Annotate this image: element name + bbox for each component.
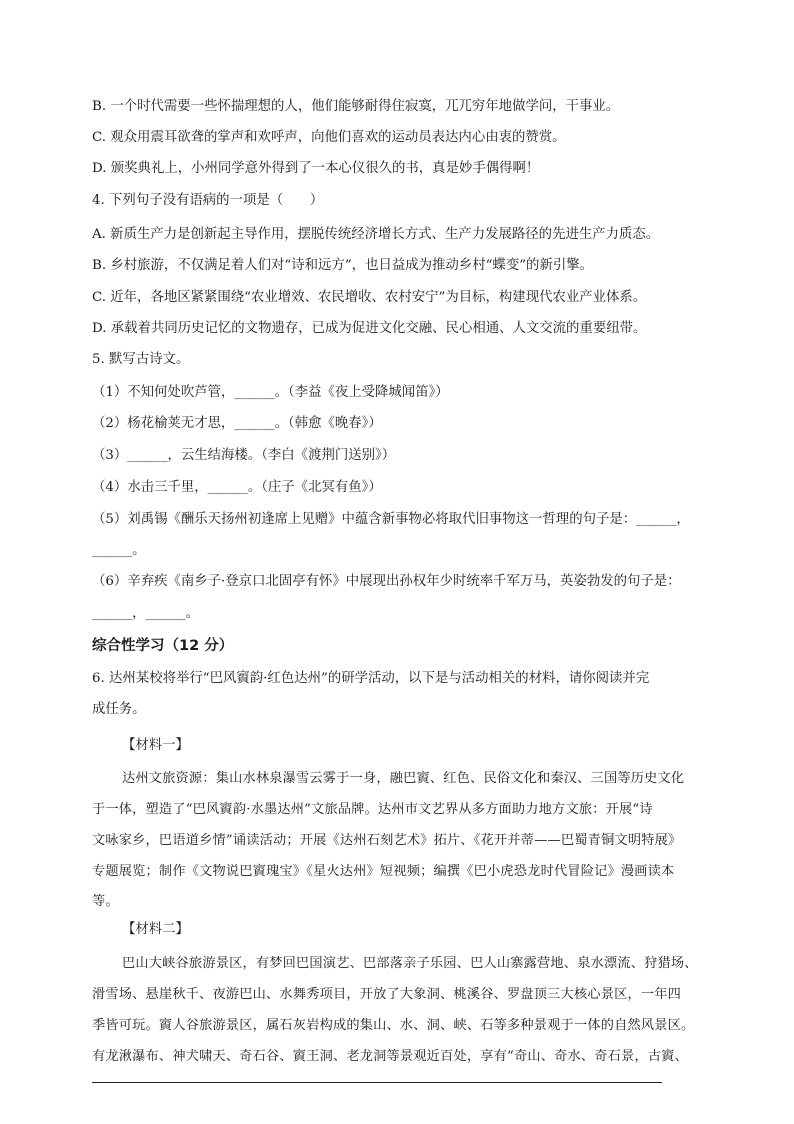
q5-item-5-line-1: （5）刘禹锡《酬乐天扬州初逢席上见赠》中蕴含新事物必将取代旧事物这一哲理的句子是：______， (92, 512, 690, 527)
q4-option-c: C. 近年，各地区紧紧围绕“农业增效、农民增收、农村安宁”为目标，构建现代农业产业体系。 (92, 290, 647, 305)
material-1-line-3: 文咏家乡，巴语道乡情”诵读活动；开展《达州石刻艺术》拓片、《花开并蒂——巴蜀青铜文明特展》 (92, 833, 682, 848)
material-2-line-4: 有龙湫瀑布、神犬啸天、奇石谷、賨王洞、老龙洞等景观近百处，享有“奇山、奇水、奇石景，古賨、 (92, 1049, 688, 1064)
q6-stem-line-1: 6. 达州某校将举行“巴风賨韵·红色达州”的研学活动，以下是与活动相关的材料，请你阅读并完 (92, 671, 650, 686)
q5-item-6-line-1: （6）辛弃疾《南乡子·登京口北固亭有怀》中展现出孙权年少时统率千军万马，英姿勃发的句子是： (92, 574, 681, 589)
q5-item-2: （2）杨花榆荚无才思，______。（韩愈《晚春》） (92, 416, 382, 431)
material-1-line-2: 于一体，塑造了“巴风賨韵·水墨达州”文旅品牌。达州市文艺界从多方面助力地方文旅：开展“诗 (92, 802, 653, 817)
material-2-line-3: 季皆可玩。賨人谷旅游景区，属石灰岩构成的集山、水、洞、峡、石等多种景观于一体的自然风景区。 (92, 1018, 695, 1033)
q5-item-4: （4）水击三千里，______。（庄子《北冥有鱼》） (92, 480, 382, 495)
material-1-label: 【材料一】 (122, 738, 189, 753)
material-2-label: 【材料二】 (122, 922, 189, 937)
q4-option-a: A. 新质生产力是创新起主导作用，摆脱传统经济增长方式、生产力发展路径的先进生产力质态。 (92, 227, 660, 242)
q5-stem: 5. 默写古诗文。 (92, 352, 190, 367)
q3-option-c: C. 观众用震耳欲聋的掌声和欢呼声，向他们喜欢的运动员表达内心由衷的赞赏。 (92, 130, 566, 145)
q5-item-3: （3）______，云生结海楼。（李白《渡荆门送别》） (92, 448, 396, 463)
section-heading: 综合性学习（12 分） (92, 638, 234, 654)
material-1-line-1: 达州文旅资源：集山水林泉瀑雪云雾于一身，融巴賨、红色、民俗文化和秦汉、三国等历史文化 (122, 771, 685, 786)
material-2-line-2: 滑雪场、悬崖秋千、夜游巴山、水舞秀项目，开放了大象洞、桃溪谷、罗盘顶三大核心景区，一年四 (92, 987, 682, 1002)
q3-option-b: B. 一个时代需要一些怀揣理想的人，他们能够耐得住寂寞，兀兀穷年地做学问，干事业。 (92, 99, 620, 114)
q5-item-1: （1）不知何处吹芦管，______。（李益《夜上受降城闻笛》） (92, 385, 449, 400)
footer-rule (92, 1082, 662, 1083)
material-2-line-1: 巴山大峡谷旅游景区，有梦回巴国演艺、巴部落亲子乐园、巴人山寨露营地、泉水漂流、狩猎场、 (122, 956, 698, 971)
q6-stem-line-2: 成任务。 (92, 702, 146, 717)
q5-item-6-line-2: ______，______。 (92, 606, 200, 621)
q4-option-d: D. 承载着共同历史记忆的文物遗存，已成为促进文化交融、民心相通、人文交流的重要纽带。 (92, 321, 647, 336)
q4-option-b: B. 乡村旅游，不仅满足着人们对“诗和远方”，也日益成为推动乡村“蝶变”的新引擎。 (92, 258, 594, 273)
q5-item-5-line-2: ______。 (92, 543, 146, 558)
material-1-line-5: 等。 (92, 894, 119, 909)
q4-stem: 4. 下列句子没有语病的一项是（ ） (92, 193, 324, 208)
q3-option-d: D. 颁奖典礼上，小州同学意外得到了一本心仪很久的书，真是妙手偶得啊！ (92, 161, 540, 176)
material-1-line-4: 专题展览；制作《文物说巴賨瑰宝》《星火达州》短视频；编撰《巴小虎恐龙时代冒险记》漫画读本 (92, 864, 675, 879)
